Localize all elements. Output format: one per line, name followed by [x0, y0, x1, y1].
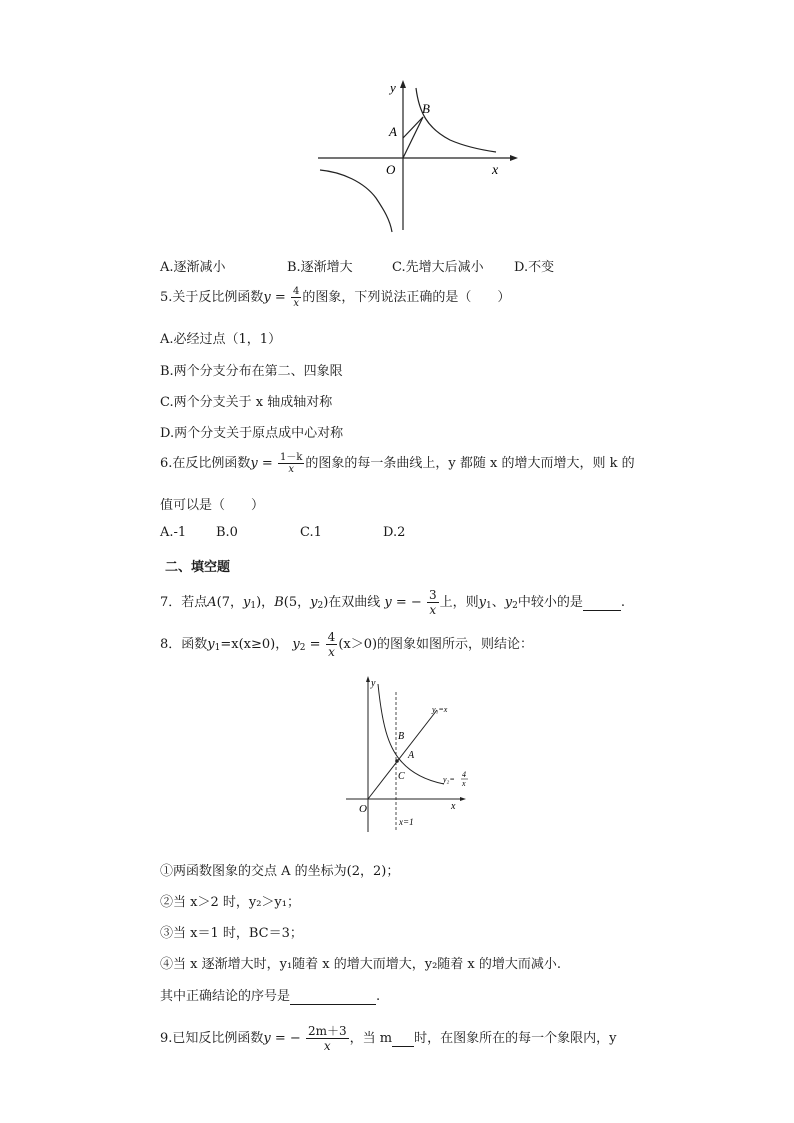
q9-y: y — [263, 1031, 271, 1046]
q9-answer-blank[interactable] — [392, 1031, 414, 1047]
q9-pre: 9.已知反比例函数 — [160, 1031, 264, 1046]
q8-end: . — [376, 989, 381, 1004]
segment-ob — [403, 117, 423, 158]
y-axis-arrow — [366, 676, 370, 682]
label-point-b: B — [398, 731, 405, 742]
q8-den: x — [328, 645, 335, 659]
q5-stem — [160, 286, 510, 309]
q7-num: 3 — [428, 588, 437, 602]
q9-fraction — [306, 1024, 349, 1053]
q7-join: 、 — [491, 595, 505, 610]
q8-y1: y — [207, 637, 215, 652]
q7-sub2: 2 — [317, 601, 324, 611]
q8-sub1: 1 — [214, 643, 221, 653]
label-origin: O — [359, 803, 367, 815]
q7-answer-blank[interactable] — [583, 595, 621, 611]
q8-ask — [160, 985, 380, 1005]
q8-eq: = — [309, 637, 321, 652]
q8-f1: =x(x≥0)， — [220, 637, 289, 652]
label-y2: y₂= — [443, 775, 455, 784]
q7-sub1: 1 — [250, 601, 257, 611]
q7-den: x — [429, 603, 437, 617]
q4-option-a: A.逐渐减小 — [160, 260, 226, 275]
figure-hyperbola-ab — [310, 70, 525, 235]
figure-line-and-hyperbola — [340, 672, 480, 837]
q9-post2: 时，在图象所在的每一个象限内，y — [414, 1031, 617, 1046]
label-y1-eq-x: y₁=x — [432, 705, 448, 714]
q9-post1: ，当 m — [349, 1031, 393, 1046]
q7-b-coord: (5， — [283, 595, 311, 610]
q6-post: 的图象的每一条曲线上，y 都随 x 的增大而增大，则 k 的 — [305, 456, 635, 471]
q5-option-a: A.必经过点（1，1） — [160, 332, 282, 347]
q9-den: x — [323, 1039, 331, 1053]
q7-point-a: A — [207, 595, 217, 610]
label-point-a: A — [408, 750, 415, 761]
q4-option-c: C.先增大后减小 — [392, 260, 484, 275]
label-x: x — [451, 801, 456, 812]
q9-eq: = − — [274, 1031, 301, 1046]
q6-line2: 值可以是（ ） — [160, 498, 265, 513]
label-origin: O — [386, 162, 396, 177]
q8-conclusion-3: ③当 x＝1 时，BC＝3； — [160, 926, 303, 941]
q6-eq: = — [261, 456, 273, 471]
label-point-c: C — [398, 771, 405, 782]
label-x: x — [492, 163, 499, 178]
q8-ask-text: 其中正确结论的序号是 — [160, 989, 291, 1004]
segment-ab — [403, 117, 423, 138]
q6-y: y — [250, 456, 258, 471]
hyperbola-branch-q1 — [416, 88, 496, 152]
hyperbola-y2 — [378, 684, 444, 784]
q6-den: x — [288, 464, 294, 475]
q8-cond: (x＞0)的图象如图所示，则结论： — [338, 637, 534, 652]
q5-option-c: C.两个分支关于 x 轴成轴对称 — [160, 395, 333, 410]
q9-num: 2m＋3 — [307, 1024, 347, 1038]
q6-option-c: C.1 — [300, 525, 322, 540]
point-a — [395, 759, 399, 763]
q7-y1b: y — [478, 595, 486, 610]
q4-option-b: B.逐渐增大 — [287, 260, 353, 275]
q4-option-d: D.不变 — [514, 260, 555, 275]
q8-conclusion-2: ②当 x＞2 时，y₂＞y₁； — [160, 895, 300, 910]
label-y: y — [371, 678, 376, 689]
line-y1-eq-x — [368, 710, 437, 799]
q8-num: 4 — [327, 630, 336, 644]
q6-num: 1－k — [279, 452, 303, 463]
q8-answer-blank[interactable] — [290, 989, 376, 1005]
q7-post2: 中较小的是 — [517, 595, 583, 610]
q7-on: )在双曲线 — [323, 595, 381, 610]
q7-a-coord: (7， — [216, 595, 244, 610]
q5-pre: 5.关于反比例函数 — [160, 290, 264, 305]
y-axis-arrow — [400, 80, 406, 88]
q6-pre: 6.在反比例函数 — [160, 456, 251, 471]
q5-y: y — [263, 290, 271, 305]
q6-option-a: A.-1 — [160, 525, 187, 540]
section-heading-fill-blank: 二、填空题 — [165, 560, 231, 575]
q5-option-d: D.两个分支关于原点成中心对称 — [160, 426, 344, 441]
label-y: y — [390, 80, 396, 95]
q8-sub2: 2 — [299, 643, 306, 653]
label-point-b: B — [422, 101, 430, 116]
q5-num: 4 — [292, 286, 300, 297]
q9-stem — [160, 1024, 616, 1053]
q8-conclusion-1: ①两函数图象的交点 A 的坐标为(2，2)； — [160, 864, 400, 879]
q6-fraction — [278, 452, 304, 475]
x-axis-arrow — [460, 797, 466, 801]
q6-option-d: D.2 — [383, 525, 406, 540]
q7-end: . — [620, 595, 625, 610]
label-x-eq-1: x=1 — [399, 817, 414, 827]
q7-y: y — [384, 595, 392, 610]
q8-conclusion-4: ④当 x 逐渐增大时，y₁随着 x 的增大而增大，y₂随着 x 的增大而减小. — [160, 957, 562, 972]
q7-y1: y — [243, 595, 251, 610]
q8-stem — [160, 630, 533, 659]
q7-fraction — [427, 588, 439, 617]
q7-eq: = − — [395, 595, 422, 610]
q8-y2: y — [292, 637, 300, 652]
q6-stem — [160, 452, 635, 475]
hyperbola-branch-q3 — [320, 170, 392, 232]
q5-option-b: B.两个分支分布在第二、四象限 — [160, 364, 343, 379]
q7-sub1b: 1 — [485, 601, 492, 611]
q7-mid: )， — [256, 595, 275, 610]
q8-pre: 8．函数 — [160, 637, 208, 652]
q7-y2b: y — [504, 595, 513, 610]
q5-den: x — [293, 298, 299, 309]
label-point-a: A — [389, 124, 397, 139]
q5-post: 的图象，下列说法正确的是（ ） — [302, 290, 511, 305]
q7-stem — [160, 588, 625, 617]
q6-option-b: B.0 — [216, 525, 238, 540]
q5-fraction — [291, 286, 301, 309]
label-y2-num: 4 — [462, 770, 466, 779]
q7-pre: 7．若点 — [160, 595, 208, 610]
q8-fraction — [326, 630, 338, 659]
x-axis-arrow — [510, 155, 518, 161]
q5-eq: = — [274, 290, 286, 305]
q7-post1: 上，则 — [439, 595, 479, 610]
label-y2-den: x — [462, 779, 466, 788]
q7-y2: y — [310, 595, 318, 610]
q7-sub2b: 2 — [512, 601, 518, 611]
q7-point-b: B — [274, 595, 284, 610]
